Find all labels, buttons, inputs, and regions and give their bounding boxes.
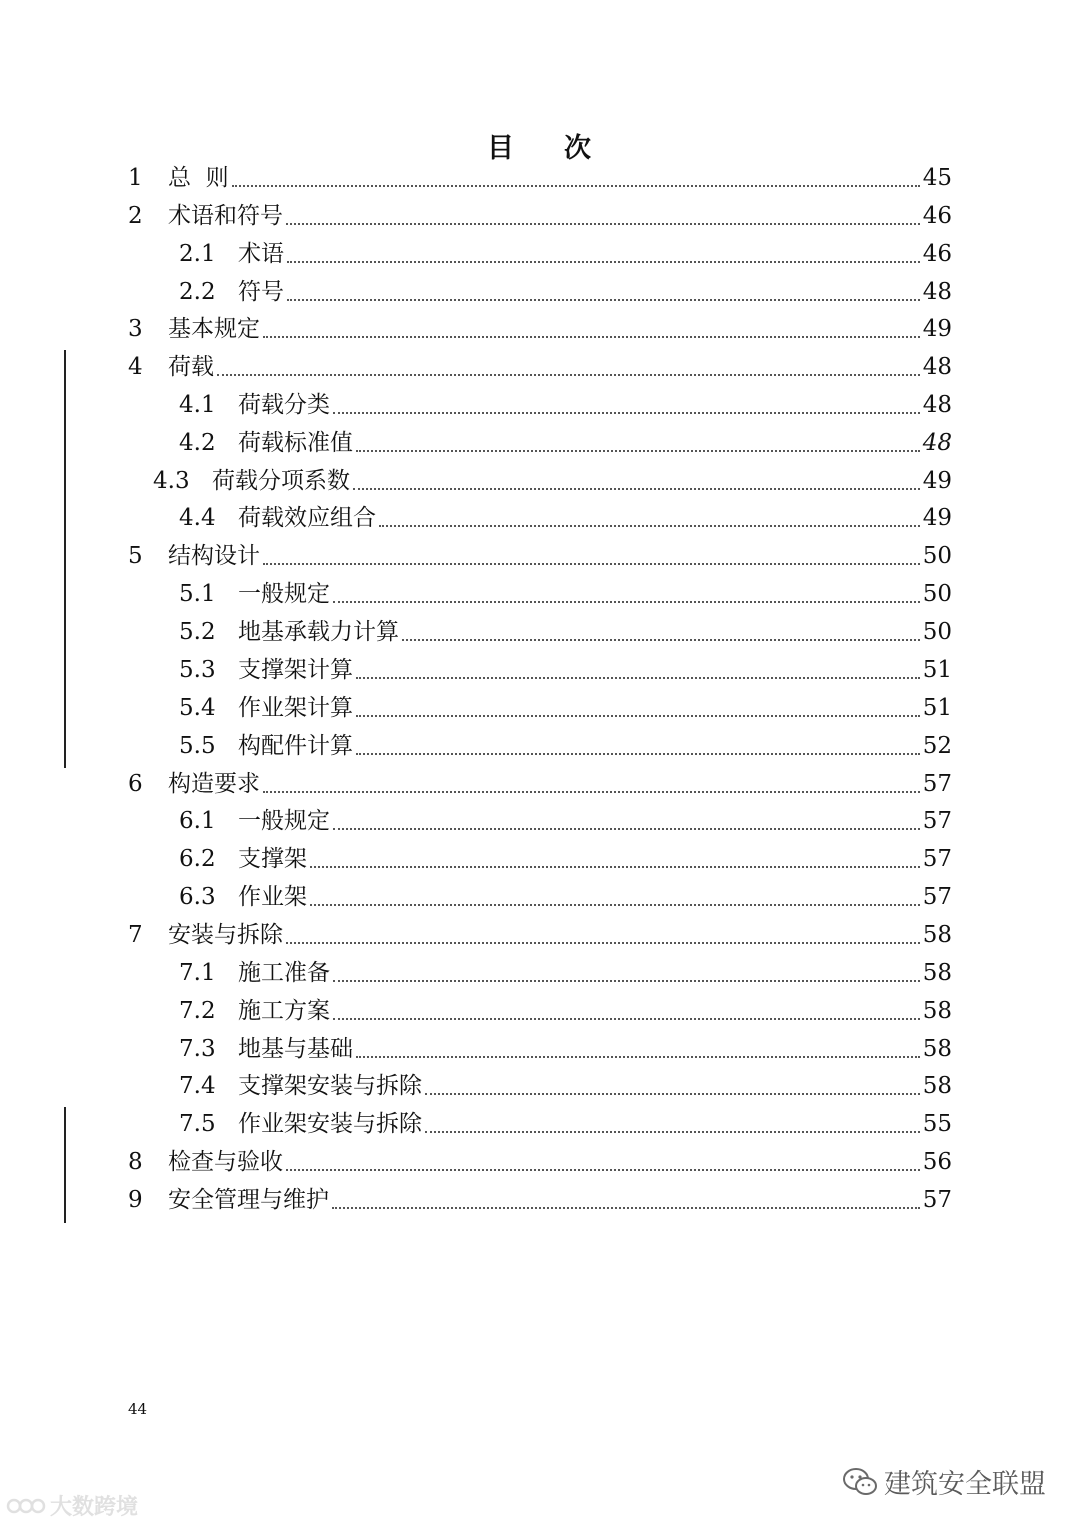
dot-leader [310, 866, 920, 868]
toc-entry[interactable] [128, 197, 952, 235]
toc-page: 50 [922, 619, 952, 645]
toc-entry[interactable] [128, 348, 952, 386]
toc-number: 5.1 [179, 581, 216, 607]
toc-number: 5.3 [179, 657, 216, 683]
toc-page: 58 [922, 998, 952, 1024]
toc-entry[interactable] [179, 1030, 952, 1068]
revision-bar [64, 350, 66, 768]
toc-number: 6.3 [179, 884, 216, 910]
page-number: 44 [128, 1400, 148, 1418]
dot-leader [232, 185, 920, 187]
toc-page: 48 [922, 392, 952, 418]
toc-label: 施工准备 [238, 960, 330, 986]
toc-label: 术语和符号 [168, 203, 283, 229]
toc-entry[interactable] [179, 954, 952, 992]
toc-page: 49 [922, 505, 952, 531]
dot-leader [425, 1131, 920, 1133]
toc-entry[interactable] [128, 310, 952, 348]
dot-leader [379, 525, 920, 527]
dot-leader [333, 980, 920, 982]
toc-entry[interactable] [128, 916, 952, 954]
toc-label: 构造要求 [168, 771, 260, 797]
toc-page: 45 [922, 165, 952, 191]
toc-entry[interactable] [179, 727, 952, 765]
dot-leader [287, 299, 920, 301]
toc-entry[interactable] [179, 613, 952, 651]
toc-label: 支撑架 [238, 846, 307, 872]
toc-label: 地基承载力计算 [238, 619, 399, 645]
toc-label: 构配件计算 [238, 733, 353, 759]
toc-label: 安全管理与维护 [168, 1187, 329, 1213]
revision-bar [64, 1107, 66, 1223]
toc-page: 57 [922, 771, 952, 797]
dot-leader [402, 639, 920, 641]
toc-number: 5 [128, 543, 143, 569]
toc-entry[interactable] [179, 273, 952, 311]
toc-page: 58 [922, 1036, 952, 1062]
dot-leader [310, 904, 920, 906]
toc-page: 58 [922, 960, 952, 986]
toc-label: 总 则 [168, 165, 229, 191]
logo-icon [6, 1495, 46, 1517]
toc-number: 7.1 [179, 960, 216, 986]
dot-leader [356, 715, 920, 717]
toc-entry[interactable] [179, 424, 952, 462]
toc-page: 56 [922, 1149, 952, 1175]
toc-entry[interactable] [179, 651, 952, 689]
toc-label: 支撑架计算 [238, 657, 353, 683]
toc-page: 48 [922, 279, 952, 305]
dot-leader [356, 450, 920, 452]
toc-label: 一般规定 [238, 581, 330, 607]
toc-entry[interactable] [179, 878, 952, 916]
toc-page: 57 [922, 808, 952, 834]
toc-number: 4.1 [179, 392, 216, 418]
toc-page: 48 [922, 430, 952, 456]
toc-entry[interactable] [128, 765, 952, 803]
toc-number: 7 [128, 922, 143, 948]
toc-number: 2.1 [179, 241, 216, 267]
toc-label: 施工方案 [238, 998, 330, 1024]
toc-entry[interactable] [179, 802, 952, 840]
toc-number: 7.2 [179, 998, 216, 1024]
toc-label: 术语 [238, 241, 284, 267]
toc-number: 5.4 [179, 695, 216, 721]
toc-entry[interactable] [179, 840, 952, 878]
watermark-left-text: 大数跨境 [50, 1495, 139, 1520]
toc-label: 安装与拆除 [168, 922, 283, 948]
toc-page: 49 [922, 316, 952, 342]
toc-number: 7.4 [179, 1073, 216, 1099]
toc-page: 57 [922, 846, 952, 872]
watermark-left [6, 1490, 138, 1521]
toc-number: 9 [128, 1187, 143, 1213]
toc-page: 50 [922, 543, 952, 569]
dot-leader [286, 942, 920, 944]
toc-page: 58 [922, 922, 952, 948]
dot-leader [333, 412, 920, 414]
toc-entry[interactable] [128, 537, 952, 575]
toc-number: 4 [128, 354, 143, 380]
toc-number: 6 [128, 771, 143, 797]
toc-entry[interactable] [153, 462, 952, 500]
toc-page: 46 [922, 241, 952, 267]
toc-label: 荷载效应组合 [238, 505, 376, 531]
dot-leader [353, 488, 920, 490]
dot-leader [263, 563, 920, 565]
toc-page: 51 [922, 695, 952, 721]
toc-page: 51 [922, 657, 952, 683]
toc-number: 3 [128, 316, 143, 342]
toc-page: 52 [922, 733, 952, 759]
toc-page: 57 [922, 1187, 952, 1213]
toc-label: 作业架 [238, 884, 307, 910]
toc-page: 57 [922, 884, 952, 910]
watermark-right-text: 建筑安全联盟 [884, 1469, 1046, 1500]
dot-leader [425, 1093, 920, 1095]
toc-page: 58 [922, 1073, 952, 1099]
dot-leader [286, 1169, 920, 1171]
toc-label: 检查与验收 [168, 1149, 283, 1175]
toc-number: 2 [128, 203, 143, 229]
toc-label: 地基与基础 [238, 1036, 353, 1062]
toc-number: 4.2 [179, 430, 216, 456]
toc-entry[interactable] [179, 1067, 952, 1105]
toc-number: 1 [128, 165, 143, 191]
toc-number: 4.4 [179, 505, 216, 531]
toc-entry[interactable] [179, 1105, 952, 1143]
toc-entry[interactable] [179, 235, 952, 273]
dot-leader [217, 374, 920, 376]
watermark-right [842, 1462, 1046, 1501]
toc-number: 6.1 [179, 808, 216, 834]
toc-number: 4.3 [153, 468, 190, 494]
dot-leader [356, 753, 920, 755]
toc-entry[interactable] [128, 1181, 952, 1219]
toc-label: 荷载分类 [238, 392, 330, 418]
dot-leader [356, 1056, 920, 1058]
toc-page: 46 [922, 203, 952, 229]
toc-page: 49 [922, 468, 952, 494]
toc-label: 基本规定 [168, 316, 260, 342]
title-char-right: 次 [564, 133, 593, 164]
dot-leader [333, 1018, 920, 1020]
toc-page: 48 [922, 354, 952, 380]
title-char-left: 目 [487, 133, 516, 164]
dot-leader [333, 828, 920, 830]
dot-leader [286, 223, 920, 225]
toc-entry[interactable] [179, 386, 952, 424]
dot-leader [263, 336, 920, 338]
toc-number: 2.2 [179, 279, 216, 305]
toc-number: 8 [128, 1149, 143, 1175]
dot-leader [263, 791, 920, 793]
toc-label: 荷载 [168, 354, 214, 380]
dot-leader [332, 1207, 920, 1209]
toc-entry[interactable] [179, 499, 952, 537]
toc-page: 50 [922, 581, 952, 607]
toc-entry[interactable] [179, 992, 952, 1030]
toc-label: 作业架计算 [238, 695, 353, 721]
toc-entry[interactable] [179, 575, 952, 613]
toc-label: 支撑架安装与拆除 [238, 1073, 422, 1099]
toc-label: 荷载标准值 [238, 430, 353, 456]
dot-leader [287, 261, 920, 263]
dot-leader [356, 677, 920, 679]
toc-entry[interactable] [128, 159, 952, 197]
toc-page: 55 [922, 1111, 952, 1137]
toc-entry[interactable] [128, 1143, 952, 1181]
wechat-icon [842, 1467, 878, 1497]
toc-label: 荷载分项系数 [212, 468, 350, 494]
toc-number: 6.2 [179, 846, 216, 872]
toc-label: 符号 [238, 279, 284, 305]
toc-label: 结构设计 [168, 543, 260, 569]
toc-number: 5.2 [179, 619, 216, 645]
toc-label: 作业架安装与拆除 [238, 1111, 422, 1137]
toc-entry[interactable] [179, 689, 952, 727]
toc-number: 5.5 [179, 733, 216, 759]
toc-label: 一般规定 [238, 808, 330, 834]
dot-leader [333, 601, 920, 603]
toc-number: 7.5 [179, 1111, 216, 1137]
toc-number: 7.3 [179, 1036, 216, 1062]
